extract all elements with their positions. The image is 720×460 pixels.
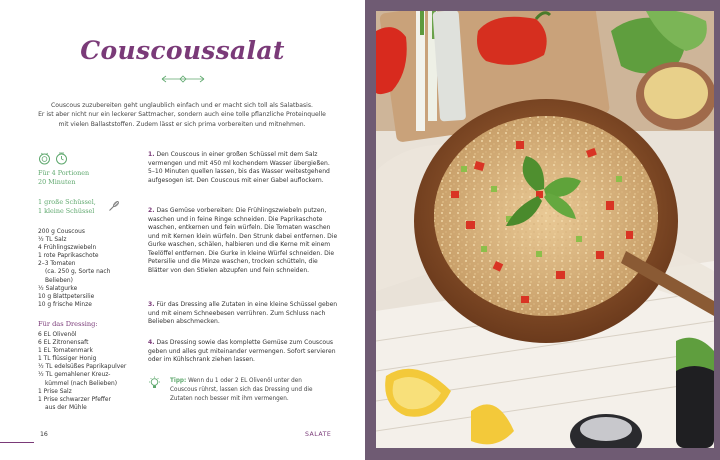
step: [148, 301, 338, 327]
meta-icons: [38, 152, 68, 165]
equipment-line: 1 kleine Schüssel: [38, 206, 95, 215]
list-item: 10 g frische Minze: [38, 301, 92, 308]
lightbulb-icon: [148, 376, 161, 390]
step: [148, 151, 338, 185]
recipe-title: Couscoussalat: [80, 36, 285, 65]
intro-line: Couscous zuzubereiten geht unglaublich einfach und er macht sich toll als Salatbasis.: [51, 102, 313, 109]
dressing-list: [38, 331, 138, 412]
list-item: 1 Prise Salz: [38, 388, 72, 395]
intro-line: Er ist aber nicht nur ein leckerer Sattmacher, sondern auch eine tolle pflanzliche Proteinquelle: [38, 111, 326, 119]
list-item: (ca. 250 g, Sorte nach Belieben): [45, 269, 111, 284]
footer-rule: [0, 442, 34, 443]
list-item: 4 Frühlingszwiebeln: [38, 245, 97, 252]
list-item: kümmel (nach Belieben): [45, 380, 118, 387]
title-ornament: [160, 74, 206, 84]
step-text: Das Dressing sowie das komplette Gemüse zum Couscous geben und alles gut miteinander vermengen. Sofort servieren oder im Kühlschrank ziehen lassen.: [148, 339, 336, 364]
list-item: ½ Salatgurke: [38, 285, 78, 292]
step-number: 1.: [148, 151, 155, 158]
list-item: 1 TL flüssiger Honig: [38, 356, 97, 363]
list-item: 6 EL Zitronensaft: [38, 340, 89, 347]
pepper-mill: [676, 361, 714, 448]
step: [148, 207, 338, 275]
step-text: Den Couscous in einer großen Schüssel mit dem Salz vermengen und mit 450 ml kochendem Wasser übergießen. 5–10 Minuten quellen lassen, bis das Wasser weitestgehend aufgesogen ist. Den Couscous mit einer Gabel auflockern.: [148, 151, 330, 184]
portions-label: Für 4 Portionen: [38, 169, 90, 177]
ingredient-list: [38, 228, 138, 309]
tip-text: [170, 377, 330, 405]
step-text: Das Gemüse vorbereiten: Die Frühlingszwiebeln putzen, waschen und in feine Ringe schneiden. Die Paprikaschote waschen, entkernen und fein würfeln. Die Tomaten waschen und mit Kernen klein würfeln. Den Strunk dabei entfernen. Die Gurke waschen, schälen, halbieren und die Kerne mit einem Teelöffel entfernen. Die Gurke in kleine Würfel schneiden. Die Petersilie und die Minze waschen, trocken schütteln, die Blätter von den Stielen abzupfen und fein schneiden.: [148, 207, 338, 274]
dressing-heading: Für das Dressing:: [38, 320, 98, 328]
tip-body: Wenn du 1 oder 2 EL Olivenöl unter den Couscous rührst, lassen sich das Dressing und die Zutaten noch besser mit ihm vermengen.: [170, 378, 313, 403]
list-item: 2–3 Tomaten: [38, 261, 76, 268]
step: [148, 339, 338, 365]
list-item: 1 EL Tomatenmark: [38, 348, 93, 355]
intro-line: mit vielen Ballaststoffen. Zudem lässt er sich prima vorbereiten und mitnehmen.: [58, 120, 306, 128]
list-item: ½ TL edelsüßes Paprikapulver: [38, 364, 127, 371]
couscous-salad-photo: [376, 11, 714, 448]
equipment-line: 1 große Schüssel,: [38, 198, 96, 206]
list-item: 10 g Blattpetersilie: [38, 293, 95, 300]
list-item: 1 Prise schwarzer Pfeffer: [38, 396, 111, 403]
list-item: aus der Mühle: [45, 404, 87, 411]
step-text: Für das Dressing alle Zutaten in eine kleine Schüssel geben und mit einem Schneebesen verrühren. Zum Schluss nach Belieben abschmecken.: [148, 301, 338, 326]
step-number: 3.: [148, 301, 155, 308]
step-number: 4.: [148, 339, 155, 346]
portions-icon: [38, 152, 51, 165]
whisk-icon: [108, 200, 120, 212]
section-label: SALATE: [305, 431, 332, 438]
clock-icon: [55, 152, 68, 165]
red-pepper: [477, 17, 547, 65]
portions-time: [38, 169, 138, 186]
list-item: ½ TL Salz: [38, 237, 67, 244]
time-label: 20 Minuten: [38, 177, 76, 186]
equipment: [38, 198, 138, 215]
list-item: 200 g Couscous: [38, 229, 85, 235]
intro-text: [32, 101, 332, 129]
page-number: 16: [40, 431, 48, 438]
list-item: ½ TL gemahlener Kreuz-: [38, 372, 111, 379]
step-number: 2.: [148, 207, 155, 214]
list-item: 1 rote Paprikaschote: [38, 253, 99, 260]
tip-label: Tipp:: [170, 378, 187, 384]
list-item: 6 EL Olivenöl: [38, 332, 77, 338]
